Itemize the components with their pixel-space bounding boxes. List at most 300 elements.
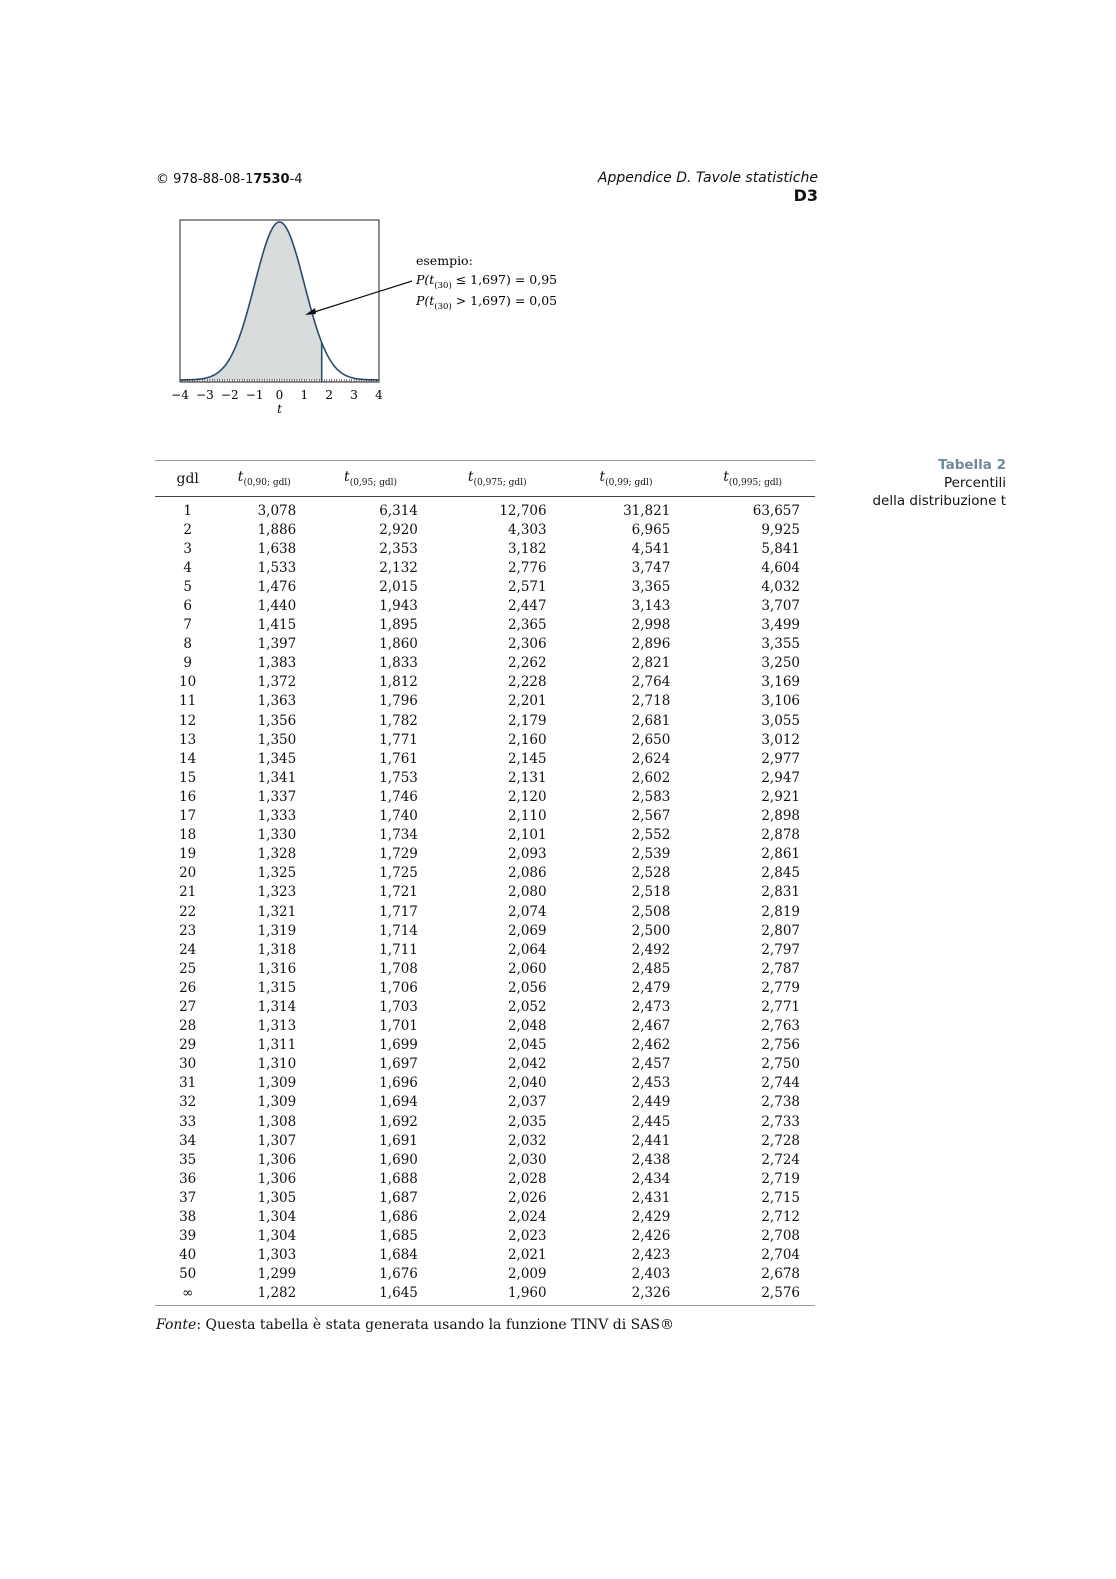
value-cell: 2,179 bbox=[507, 712, 547, 729]
gdl-cell: 37 bbox=[179, 1189, 197, 1206]
value-cell: 3,355 bbox=[761, 636, 800, 653]
value-cell: 2,744 bbox=[761, 1075, 800, 1092]
x-tick-label: 0 bbox=[275, 388, 284, 402]
value-cell: 2,132 bbox=[379, 559, 418, 576]
x-tick-label: 1 bbox=[300, 388, 309, 402]
column-header-symbol: t bbox=[237, 469, 244, 486]
value-cell: 1,725 bbox=[379, 865, 418, 882]
column-header-subscript: (0,90; gdl) bbox=[243, 477, 291, 488]
value-cell: 2,015 bbox=[379, 578, 418, 595]
value-cell: 2,704 bbox=[761, 1247, 800, 1264]
gdl-cell: 23 bbox=[179, 922, 197, 939]
gdl-cell: 31 bbox=[179, 1075, 197, 1092]
example-line-1-prefix: P(t bbox=[416, 272, 435, 287]
gdl-cell: 12 bbox=[179, 712, 197, 729]
column-header-1 bbox=[220, 461, 308, 497]
value-cell: 2,733 bbox=[761, 1113, 800, 1130]
isbn-bold: 7530 bbox=[253, 172, 290, 187]
running-header bbox=[560, 170, 818, 205]
value-cell: 2,715 bbox=[761, 1189, 800, 1206]
table-body bbox=[155, 497, 815, 1306]
gdl-cell: 30 bbox=[179, 1056, 197, 1073]
value-cell: 2,921 bbox=[761, 788, 800, 805]
value-cell: 2,201 bbox=[507, 693, 547, 710]
value-cell: 1,310 bbox=[257, 1056, 297, 1073]
arrow-line bbox=[308, 281, 412, 314]
value-cell: 1,895 bbox=[379, 617, 418, 634]
value-cell: 1,325 bbox=[257, 865, 297, 882]
copyright-icon: © bbox=[156, 172, 169, 187]
x-tick-label: −1 bbox=[245, 388, 264, 402]
value-cell: 1,476 bbox=[257, 578, 297, 595]
value-cell: 3,499 bbox=[761, 617, 800, 634]
value-cell: 1,676 bbox=[379, 1266, 418, 1283]
isbn-suffix: -4 bbox=[289, 172, 303, 187]
value-cell: 2,479 bbox=[631, 979, 671, 996]
value-cell: 2,145 bbox=[507, 750, 547, 767]
value-cell: 2,028 bbox=[507, 1170, 547, 1187]
value-cell: 2,228 bbox=[507, 674, 547, 691]
value-cell: 1,714 bbox=[379, 922, 418, 939]
isbn bbox=[156, 172, 303, 187]
value-cell: 4,541 bbox=[631, 540, 671, 557]
value-cell: 1,721 bbox=[379, 884, 418, 901]
x-tick-label: 4 bbox=[375, 388, 383, 402]
value-cell: 2,763 bbox=[761, 1018, 800, 1035]
table-row bbox=[155, 1150, 815, 1169]
x-tick-labels bbox=[171, 388, 383, 402]
value-cell: 4,032 bbox=[761, 578, 800, 595]
value-cell: 2,764 bbox=[631, 674, 671, 691]
value-cell: 1,321 bbox=[257, 903, 297, 920]
table-row bbox=[155, 997, 815, 1016]
value-cell: 2,787 bbox=[761, 960, 800, 977]
value-cell: 2,821 bbox=[631, 655, 671, 672]
table-row bbox=[155, 616, 815, 635]
column-header-symbol: t bbox=[723, 469, 729, 486]
value-cell: 1,734 bbox=[379, 827, 418, 844]
table-row bbox=[155, 978, 815, 997]
value-cell: 1,812 bbox=[379, 674, 418, 691]
value-cell: 2,518 bbox=[631, 884, 671, 901]
example-label: esempio: bbox=[416, 253, 473, 268]
column-header-2 bbox=[308, 461, 433, 497]
gdl-cell: 26 bbox=[179, 979, 197, 996]
value-cell: 2,947 bbox=[761, 769, 800, 786]
value-cell: 2,365 bbox=[507, 617, 547, 634]
example-line-2-rest: > 1,697) = 0,05 bbox=[451, 293, 558, 308]
gdl-cell: 16 bbox=[179, 788, 197, 805]
value-cell: 1,960 bbox=[433, 1284, 562, 1306]
gdl-cell: 13 bbox=[179, 731, 197, 748]
value-cell: 2,023 bbox=[507, 1228, 547, 1245]
value-cell: 1,356 bbox=[257, 712, 297, 729]
gdl-cell: 3 bbox=[183, 540, 192, 557]
value-cell: 3,707 bbox=[761, 598, 800, 615]
value-cell: 1,415 bbox=[257, 617, 297, 634]
value-cell: 2,500 bbox=[631, 922, 671, 939]
value-cell: 2,567 bbox=[631, 808, 671, 825]
gdl-cell: 22 bbox=[179, 903, 197, 920]
table-row bbox=[155, 1188, 815, 1207]
value-cell: 1,303 bbox=[257, 1247, 297, 1264]
value-cell: 2,056 bbox=[507, 979, 547, 996]
value-cell: 12,706 bbox=[499, 502, 547, 519]
value-cell: 2,462 bbox=[631, 1037, 671, 1054]
x-tick-label: 2 bbox=[325, 388, 334, 402]
value-cell: 1,307 bbox=[257, 1132, 297, 1149]
value-cell: 1,740 bbox=[379, 808, 418, 825]
table-row bbox=[155, 1265, 815, 1284]
x-tick-label: −2 bbox=[220, 388, 239, 402]
caption-label: Tabella 2 bbox=[938, 457, 1006, 473]
value-cell: 1,703 bbox=[379, 998, 418, 1015]
value-cell: 6,965 bbox=[631, 521, 671, 538]
value-cell: 2,708 bbox=[761, 1228, 800, 1245]
percentile-table bbox=[155, 460, 815, 1306]
table-row bbox=[155, 1074, 815, 1093]
value-cell: 2,453 bbox=[631, 1075, 671, 1092]
gdl-cell: 39 bbox=[179, 1228, 197, 1245]
table-row bbox=[155, 635, 815, 654]
value-cell: 1,299 bbox=[257, 1266, 297, 1283]
x-tick-label: −4 bbox=[171, 388, 189, 402]
example-line-1-rest: ≤ 1,697) = 0,95 bbox=[451, 272, 558, 287]
value-cell: 2,624 bbox=[631, 750, 671, 767]
value-cell: 1,350 bbox=[257, 731, 297, 748]
value-cell: 2,045 bbox=[507, 1037, 547, 1054]
column-header-4 bbox=[562, 461, 691, 497]
value-cell: 1,440 bbox=[257, 598, 297, 615]
value-cell: 1,691 bbox=[379, 1132, 418, 1149]
value-cell: 2,037 bbox=[507, 1094, 547, 1111]
value-cell: 1,304 bbox=[257, 1228, 297, 1245]
value-cell: 1,383 bbox=[257, 655, 297, 672]
value-cell: 1,706 bbox=[379, 979, 418, 996]
example-line-2-prefix: P(t bbox=[416, 293, 435, 308]
value-cell: 6,314 bbox=[379, 502, 418, 519]
table-row bbox=[155, 1246, 815, 1265]
gdl-cell: 20 bbox=[179, 865, 197, 882]
value-cell: 1,753 bbox=[379, 769, 418, 786]
t-distribution-figure bbox=[160, 210, 580, 425]
table-row bbox=[155, 959, 815, 978]
column-header-subscript: (0,95; gdl) bbox=[349, 477, 398, 488]
value-cell: 2,434 bbox=[631, 1170, 671, 1187]
value-cell: 2,032 bbox=[507, 1132, 547, 1149]
table-row bbox=[155, 1227, 815, 1246]
value-cell: 3,365 bbox=[631, 578, 671, 595]
caption-line-1: Percentili bbox=[943, 475, 1006, 491]
table-row bbox=[155, 749, 815, 768]
value-cell: 2,728 bbox=[761, 1132, 800, 1149]
value-cell: 1,782 bbox=[379, 712, 418, 729]
value-cell: 1,318 bbox=[257, 941, 297, 958]
example-line-1-sub: (30) bbox=[434, 281, 452, 291]
value-cell: 2,009 bbox=[507, 1266, 547, 1283]
gdl-cell: 7 bbox=[183, 617, 192, 634]
value-cell: 2,445 bbox=[631, 1113, 671, 1130]
table-row bbox=[155, 1017, 815, 1036]
gdl-cell: 2 bbox=[183, 521, 192, 538]
value-cell: 2,093 bbox=[507, 846, 547, 863]
value-cell: 2,898 bbox=[761, 808, 800, 825]
value-cell: 2,724 bbox=[761, 1151, 800, 1168]
value-cell: 2,678 bbox=[761, 1266, 800, 1283]
value-cell: 2,819 bbox=[761, 903, 800, 920]
value-cell: 1,306 bbox=[257, 1151, 297, 1168]
value-cell: 2,920 bbox=[379, 521, 418, 538]
value-cell: 3,012 bbox=[761, 731, 800, 748]
example-line-1 bbox=[415, 272, 557, 291]
value-cell: 1,305 bbox=[257, 1189, 297, 1206]
value-cell: 1,860 bbox=[379, 636, 418, 653]
table-row bbox=[155, 1036, 815, 1055]
gdl-cell: 15 bbox=[179, 769, 197, 786]
table-row bbox=[155, 787, 815, 806]
value-cell: 2,131 bbox=[507, 769, 547, 786]
value-cell: 1,701 bbox=[379, 1018, 418, 1035]
value-cell: 2,528 bbox=[631, 865, 671, 882]
gdl-cell: 4 bbox=[183, 559, 192, 576]
table-row bbox=[155, 692, 815, 711]
value-cell: 1,363 bbox=[257, 693, 297, 710]
column-header-5 bbox=[690, 461, 815, 497]
value-cell: 2,718 bbox=[631, 693, 671, 710]
gdl-header: gdl bbox=[155, 461, 220, 497]
gdl-cell: 33 bbox=[179, 1113, 197, 1130]
value-cell: 2,831 bbox=[761, 884, 800, 901]
table-row bbox=[155, 1169, 815, 1188]
value-cell: 3,169 bbox=[761, 674, 800, 691]
table-row bbox=[155, 730, 815, 749]
value-cell: 2,750 bbox=[761, 1056, 800, 1073]
table-row bbox=[155, 1112, 815, 1131]
value-cell: 2,467 bbox=[631, 1018, 671, 1035]
gdl-cell: 50 bbox=[179, 1266, 197, 1283]
value-cell: 2,878 bbox=[761, 827, 800, 844]
value-cell: 1,328 bbox=[257, 846, 297, 863]
value-cell: 2,426 bbox=[631, 1228, 671, 1245]
gdl-cell: 9 bbox=[183, 655, 192, 672]
value-cell: 1,533 bbox=[257, 559, 297, 576]
gdl-cell: 5 bbox=[183, 578, 192, 595]
value-cell: 2,756 bbox=[761, 1037, 800, 1054]
value-cell: 1,746 bbox=[379, 788, 418, 805]
gdl-cell: 21 bbox=[179, 884, 197, 901]
value-cell: 1,315 bbox=[257, 979, 297, 996]
column-header-3 bbox=[433, 461, 562, 497]
table-row bbox=[155, 883, 815, 902]
table-row bbox=[155, 826, 815, 845]
table-row bbox=[155, 520, 815, 539]
value-cell: 2,042 bbox=[507, 1056, 547, 1073]
value-cell: 5,841 bbox=[761, 540, 800, 557]
value-cell: 1,697 bbox=[379, 1056, 418, 1073]
table-row bbox=[155, 497, 815, 521]
gdl-cell: 24 bbox=[179, 941, 197, 958]
value-cell: 2,021 bbox=[507, 1247, 547, 1264]
value-cell: 2,807 bbox=[761, 922, 800, 939]
value-cell: 1,372 bbox=[257, 674, 297, 691]
gdl-cell: 29 bbox=[179, 1037, 197, 1054]
value-cell: 2,712 bbox=[761, 1209, 800, 1226]
value-cell: 3,143 bbox=[631, 598, 671, 615]
table-header-row bbox=[155, 461, 815, 497]
value-cell: 1,337 bbox=[257, 788, 297, 805]
value-cell: 2,120 bbox=[507, 788, 547, 805]
table-row bbox=[155, 673, 815, 692]
table-row bbox=[155, 1207, 815, 1226]
table-row bbox=[155, 1284, 815, 1306]
source-label: Fonte bbox=[156, 1317, 197, 1333]
value-cell: 2,060 bbox=[507, 960, 547, 977]
gdl-cell: 34 bbox=[179, 1132, 197, 1149]
value-cell: 1,687 bbox=[379, 1189, 418, 1206]
value-cell: 1,333 bbox=[257, 808, 297, 825]
value-cell: 2,576 bbox=[690, 1284, 815, 1306]
table-row bbox=[155, 711, 815, 730]
value-cell: 2,977 bbox=[761, 750, 800, 767]
table-row bbox=[155, 940, 815, 959]
value-cell: 1,688 bbox=[379, 1170, 418, 1187]
x-tick-label: −3 bbox=[196, 388, 214, 402]
minor-ticks bbox=[180, 379, 379, 382]
x-tick-label: 3 bbox=[350, 388, 358, 402]
value-cell: 2,650 bbox=[631, 731, 671, 748]
column-header-symbol: t bbox=[467, 469, 474, 486]
value-cell: 1,685 bbox=[379, 1228, 418, 1245]
value-cell: 2,473 bbox=[631, 998, 671, 1015]
column-header-subscript: (0,995; gdl) bbox=[728, 477, 783, 488]
gdl-cell: 25 bbox=[179, 960, 197, 977]
value-cell: 1,699 bbox=[379, 1037, 418, 1054]
gdl-cell: ∞ bbox=[155, 1284, 220, 1306]
value-cell: 2,719 bbox=[761, 1170, 800, 1187]
value-cell: 2,035 bbox=[507, 1113, 547, 1130]
value-cell: 2,101 bbox=[507, 827, 547, 844]
value-cell: 1,311 bbox=[257, 1037, 297, 1054]
value-cell: 9,925 bbox=[761, 521, 800, 538]
gdl-cell: 14 bbox=[179, 750, 197, 767]
table-row bbox=[155, 921, 815, 940]
value-cell: 2,485 bbox=[631, 960, 671, 977]
column-header-symbol: t bbox=[344, 469, 350, 486]
value-cell: 1,717 bbox=[379, 903, 418, 920]
value-cell: 2,403 bbox=[631, 1266, 671, 1283]
value-cell: 2,024 bbox=[507, 1209, 547, 1226]
example-line-2-sub: (30) bbox=[434, 302, 452, 312]
column-header-subscript: (0,99; gdl) bbox=[605, 477, 653, 488]
value-cell: 1,314 bbox=[257, 998, 297, 1015]
value-cell: 2,776 bbox=[507, 559, 547, 576]
value-cell: 2,026 bbox=[507, 1189, 547, 1206]
value-cell: 3,055 bbox=[761, 712, 800, 729]
value-cell: 1,397 bbox=[257, 636, 297, 653]
gdl-cell: 19 bbox=[179, 846, 197, 863]
value-cell: 2,492 bbox=[631, 941, 671, 958]
gdl-cell: 6 bbox=[183, 598, 192, 615]
value-cell: 1,771 bbox=[379, 731, 418, 748]
value-cell: 2,438 bbox=[631, 1151, 671, 1168]
value-cell: 1,304 bbox=[257, 1209, 297, 1226]
value-cell: 1,711 bbox=[379, 941, 418, 958]
x-axis-label: t bbox=[277, 402, 282, 416]
value-cell: 1,696 bbox=[379, 1075, 418, 1092]
value-cell: 1,690 bbox=[379, 1151, 418, 1168]
table-row bbox=[155, 596, 815, 615]
table-row bbox=[155, 1055, 815, 1074]
value-cell: 2,508 bbox=[631, 903, 671, 920]
value-cell: 1,309 bbox=[257, 1094, 297, 1111]
value-cell: 2,447 bbox=[507, 598, 547, 615]
value-cell: 1,796 bbox=[379, 693, 418, 710]
column-header-symbol: t bbox=[599, 469, 606, 486]
table-row bbox=[155, 845, 815, 864]
page-number: D3 bbox=[793, 186, 818, 205]
value-cell: 3,182 bbox=[507, 540, 547, 557]
gdl-cell: 8 bbox=[183, 636, 192, 653]
value-cell: 2,998 bbox=[631, 617, 671, 634]
table-row bbox=[155, 807, 815, 826]
gdl-cell: 38 bbox=[179, 1209, 197, 1226]
value-cell: 2,602 bbox=[631, 769, 671, 786]
table-caption bbox=[840, 456, 1006, 510]
table-row bbox=[155, 1093, 815, 1112]
value-cell: 1,708 bbox=[379, 960, 418, 977]
isbn-prefix: 978-88-08-1 bbox=[173, 172, 254, 187]
value-cell: 3,250 bbox=[761, 655, 800, 672]
table-row bbox=[155, 902, 815, 921]
value-cell: 2,040 bbox=[507, 1075, 547, 1092]
value-cell: 2,431 bbox=[631, 1189, 671, 1206]
table-row bbox=[155, 558, 815, 577]
value-cell: 2,552 bbox=[631, 827, 671, 844]
value-cell: 1,694 bbox=[379, 1094, 418, 1111]
value-cell: 2,738 bbox=[761, 1094, 800, 1111]
value-cell: 1,306 bbox=[257, 1170, 297, 1187]
value-cell: 1,308 bbox=[257, 1113, 297, 1130]
value-cell: 2,779 bbox=[761, 979, 800, 996]
value-cell: 2,064 bbox=[507, 941, 547, 958]
value-cell: 1,319 bbox=[257, 922, 297, 939]
value-cell: 1,638 bbox=[257, 540, 297, 557]
value-cell: 1,309 bbox=[257, 1075, 297, 1092]
value-cell: 2,539 bbox=[631, 846, 671, 863]
value-cell: 2,069 bbox=[507, 922, 547, 939]
value-cell: 2,441 bbox=[631, 1132, 671, 1149]
example-line-2 bbox=[415, 293, 557, 312]
table-row bbox=[155, 768, 815, 787]
gdl-cell: 10 bbox=[179, 674, 197, 691]
source-text: : Questa tabella è stata generata usando la funzione TINV di SAS® bbox=[196, 1317, 674, 1333]
value-cell: 1,686 bbox=[379, 1209, 418, 1226]
value-cell: 2,030 bbox=[507, 1151, 547, 1168]
gdl-cell: 17 bbox=[179, 808, 197, 825]
value-cell: 3,078 bbox=[257, 502, 297, 519]
value-cell: 2,681 bbox=[631, 712, 671, 729]
value-cell: 1,316 bbox=[257, 960, 297, 977]
value-cell: 1,943 bbox=[379, 598, 418, 615]
caption-line-2: della distribuzione t bbox=[872, 493, 1006, 509]
source-note bbox=[156, 1317, 674, 1333]
table-row bbox=[155, 1131, 815, 1150]
value-cell: 2,052 bbox=[507, 998, 547, 1015]
gdl-cell: 36 bbox=[179, 1170, 197, 1187]
value-cell: 1,645 bbox=[308, 1284, 433, 1306]
value-cell: 1,761 bbox=[379, 750, 418, 767]
value-cell: 2,571 bbox=[507, 578, 547, 595]
